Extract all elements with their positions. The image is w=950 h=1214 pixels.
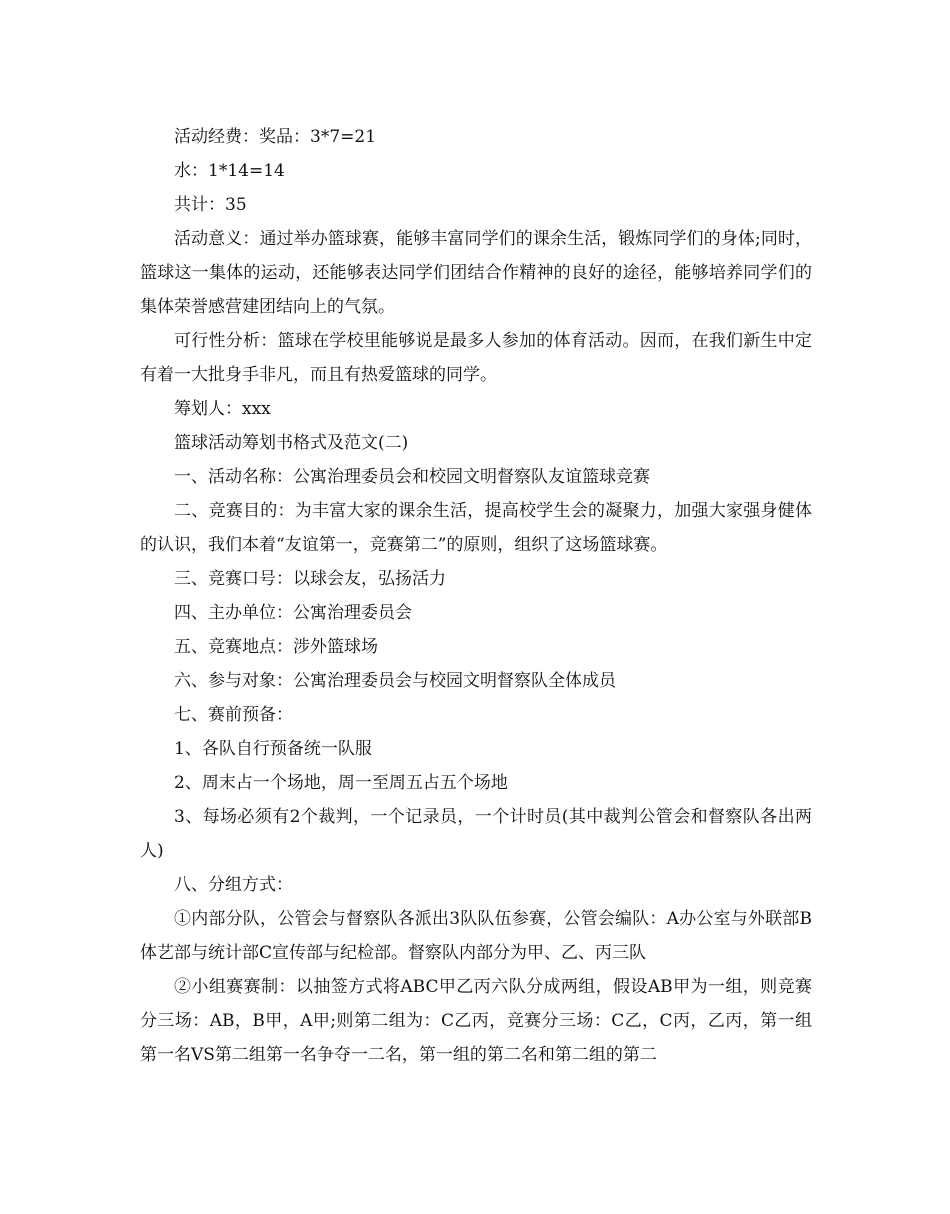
section-title: 篮球活动筹划书格式及范文(二) <box>174 433 409 453</box>
paragraph-organizer: 四、主办单位：公寓治理委员会 <box>174 603 412 623</box>
paragraph-grouping: 八、分组方式： <box>174 875 293 895</box>
paragraph-slogan: 三、竞赛口号：以球会友，弘扬活力 <box>174 569 446 589</box>
paragraph-purpose: 二、竞赛目的：为丰富大家的课余生活，提高校学生会的凝聚力，加强大家强身健体的认识，我们本着“友谊第一，竞赛第二”的原则，组织了这场篮球赛。 <box>140 501 812 555</box>
list-item-courts: 2、周末占一个场地，周一至周五占五个场地 <box>174 773 508 793</box>
list-item-group-stage: ②小组赛赛制：以抽签方式将ABC甲乙丙六队分成两组，假设AB甲为一组，则竞赛分三场：AB，B甲，A甲;则第二组为：C乙丙，竞赛分三场：C乙，C丙，乙丙，第一组第一名VS第二组第一名争夺一二名，第一组的第二名和第二组的第二 <box>140 977 812 1065</box>
list-item-internal-teams: ①内部分队，公管会与督察队各派出3队队伍参赛，公管会编队：A办公室与外联部B体艺部与统计部C宣传部与纪检部。督察队内部分为甲、乙、丙三队 <box>140 909 812 963</box>
paragraph-venue: 五、竞赛地点：涉外篮球场 <box>174 637 378 657</box>
paragraph-expenses: 活动经费：奖品：3*7=21 <box>174 127 377 147</box>
paragraph-water: 水：1*14=14 <box>174 161 285 181</box>
paragraph-total: 共计：35 <box>174 195 247 215</box>
paragraph-activity-name: 一、活动名称：公寓治理委员会和校园文明督察队友谊篮球竞赛 <box>174 467 650 487</box>
list-item-referees: 3、每场必须有2个裁判，一个记录员，一个计时员(其中裁判公管会和督察队各出两人) <box>140 807 812 861</box>
paragraph-significance: 活动意义：通过举办篮球赛，能够丰富同学们的课余生活，锻炼同学们的身体;同时，篮球这一集体的运动，还能够表达同学们团结合作精神的良好的途径，能够培养同学们的集体荣誉感营建团结向上的气氛。 <box>140 229 812 317</box>
paragraph-preparation: 七、赛前预备： <box>174 705 293 725</box>
paragraph-participants: 六、参与对象：公寓治理委员会与校园文明督察队全体成员 <box>174 671 616 691</box>
list-item-uniform: 1、各队自行预备统一队服 <box>174 739 372 759</box>
document-body <box>140 120 812 1072</box>
paragraph-planner: 筹划人：xxx <box>174 399 271 419</box>
paragraph-feasibility: 可行性分析：篮球在学校里能够说是最多人参加的体育活动。因而，在我们新生中定有着一大批身手非凡，而且有热爱篮球的同学。 <box>140 331 812 385</box>
